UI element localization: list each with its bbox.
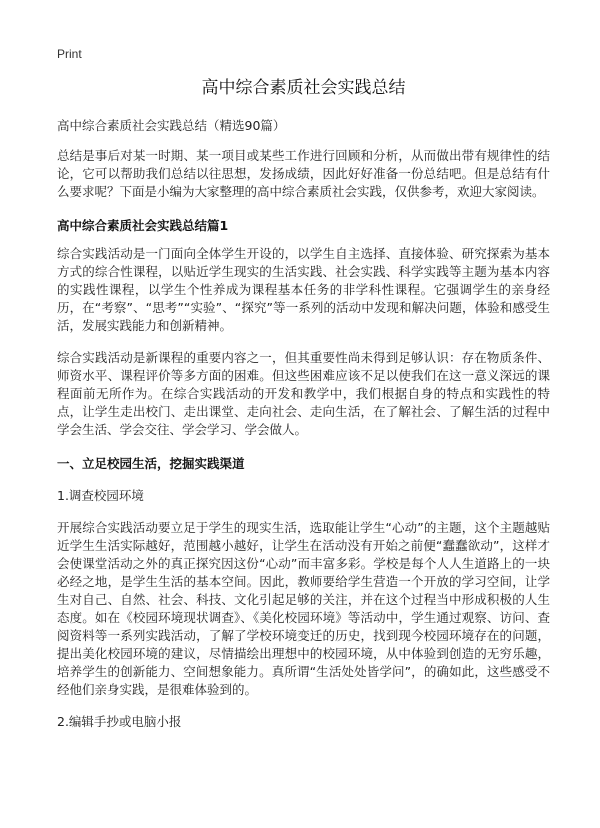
section-heading-campus-life: 一、立足校园生活，挖掘实践渠道 <box>57 456 245 471</box>
subheading-campus-survey: 1.调查校园环境 <box>57 488 144 503</box>
intro-paragraph: 总结是事后对某一时期、某一项目或某些工作进行回顾和分析，从而做出带有规律性的结论，它可以帮助我们总结以往思想，发扬成绩，因此好好准备一份总结吧。但是总结有什么要求呢？下面是小编为大家整理的高中综合素质社会实践，仅供参考，欢迎大家阅读。 <box>57 148 550 199</box>
print-link[interactable]: Print <box>57 47 82 61</box>
body-paragraph: 综合实践活动是新课程的重要内容之一，但其重要性尚未得到足够认识：存在物质条件、师资水平、课程评价等多方面的困难。但这些困难应该不足以使我们在这一意义深远的课程面前无所作为。在综合实践活动的开发和教学中，我们根据自身的特点和实践性的特点，让学生走出校门、走出课堂、走向社会、走向生活，在了解社会、了解生活的过程中学会生活、学会交往、学会学习、学会做人。 <box>57 350 550 437</box>
article-subtitle: 高中综合素质社会实践总结（精选90篇） <box>57 118 286 133</box>
body-paragraph: 综合实践活动是一门面向全体学生开设的，以学生自主选择、直接体验、研究探索为基本方式的综合性课程，以贴近学生现实的生活实践、社会实践、科学实践等主题为基本内容的实践性课程，以学生个性养成为课程基本任务的非学科性课程。它强调学生的亲身经历，在“考察”、“思考”“实验”、“探究”等一系列的活动中发现和解决问题，体验和感受生活，发展实践能力和创新精神。 <box>57 246 550 333</box>
article <box>57 76 550 731</box>
body-paragraph: 开展综合实践活动要立足于学生的现实生活，选取能让学生“心动”的主题，这个主题越贴近学生生活实际越好，范围越小越好，让学生在活动没有开始之前便“蠢蠢欲动”，这样才会使课堂活动之外的真正探究因这份“心动”而丰富多彩。学校是每个人人生道路上的一块必经之地，是学生生活的基本空间。因此，教师要给学生营造一个开放的学习空间，让学生对自己、自然、社会、科技、文化引起足够的关注，并在这个过程当中形成积极的人生态度。如在《校园环境现状调查》、《美化校园环境》等活动中，学生通过观察、访问、查阅资料等一系列实践活动，了解了学校环境变迁的历史，找到现今校园环境存在的问题，提出美化校园环境的建议，尽情描绘出理想中的校园环境，从中体验到创造的无穷乐趣，培养学生的创新能力、空间想象能力。真所谓“生活处处皆学问”，的确如此，这些感受不经他们亲身实践，是很难体验到的。 <box>57 520 550 697</box>
subheading-newspaper: 2.编辑手抄或电脑小报 <box>57 714 182 729</box>
section-heading-part1: 高中综合素质社会实践总结篇1 <box>57 218 229 233</box>
article-title: 高中综合素质社会实践总结 <box>201 78 406 98</box>
